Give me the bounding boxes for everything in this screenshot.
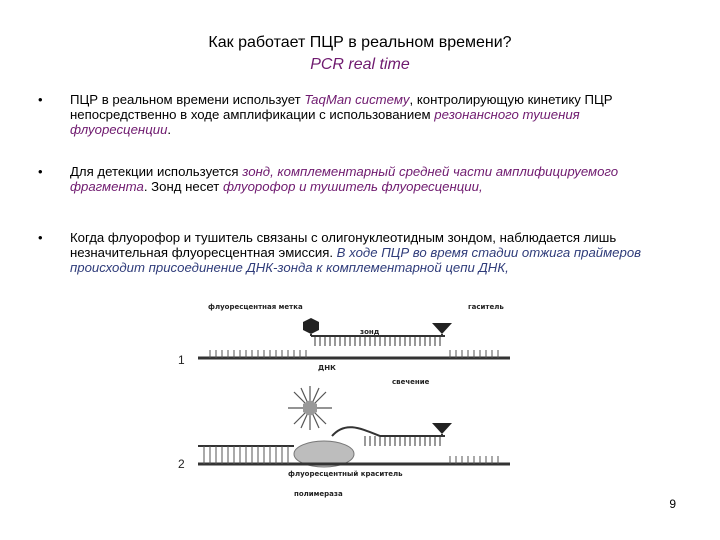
bullet-item-3 xyxy=(38,230,668,275)
bullet-1-seg-5: . xyxy=(167,122,172,137)
bullet-item-2 xyxy=(38,164,668,194)
label-quencher: гаситель xyxy=(468,303,504,311)
stage-number-2: 2 xyxy=(178,457,185,471)
slide-title xyxy=(0,32,720,76)
label-glow: свечение xyxy=(392,378,430,386)
label-fluor-tag: флуоресцентная метка xyxy=(208,303,303,311)
bullet-marker: • xyxy=(38,230,43,245)
title-line-2: PCR real time xyxy=(310,56,410,73)
label-probe: зонд xyxy=(360,328,380,336)
bullet-2-seg-4: флуорофор и тушитель флуоресценции, xyxy=(222,179,483,194)
label-polymerase: полимераза xyxy=(294,490,343,498)
quencher-icon-2 xyxy=(432,423,452,434)
bullet-2-seg-3: . Зонд несет xyxy=(143,179,223,194)
bullet-2-seg-2: зонд, комплементарный средней части амплифицируемого фрагмента xyxy=(70,164,619,194)
probe-line-2 xyxy=(332,427,445,436)
bullet-3-seg-1: Когда флуорофор и тушитель связаны с олигонуклеотидным зондом, наблюдается лишь незначительная флуоресцентная эмиссия. xyxy=(70,230,617,260)
bullet-1-seg-1: ПЦР в реальном времени использует xyxy=(70,92,305,107)
taqman-diagram xyxy=(170,296,530,501)
title-line-1: Как работает ПЦР в реальном времени? xyxy=(208,34,512,51)
bullet-1-seg-2: TaqMan системy xyxy=(304,92,410,107)
page-number: 9 xyxy=(669,497,676,511)
stage-number-1: 1 xyxy=(178,353,185,367)
bullet-item-1 xyxy=(38,92,668,137)
bullet-2-seg-1: Для детекции используется xyxy=(70,164,243,179)
probe-ticks-2 xyxy=(365,436,440,446)
bullet-marker: • xyxy=(38,92,43,107)
bullet-1-seg-4: резонансного тушения флуоресценции xyxy=(70,107,580,137)
fluorophore-icon xyxy=(303,318,319,334)
label-dna: ДНК xyxy=(318,364,336,372)
label-fluor-dye: флуоресцентный краситель xyxy=(288,470,403,478)
probe-ticks-1 xyxy=(315,336,440,346)
bullet-marker: • xyxy=(38,164,43,179)
bullet-3-seg-2: В ходе ПЦР во время стадии отжига праймеров происходит присоединение ДНК-зонда к комплементарной цепи ДНК, xyxy=(70,245,642,275)
quencher-icon xyxy=(432,323,452,334)
bullet-1-seg-3: , контролирующую кинетику ПЦР непосредственно в ходе амплификации с использованием xyxy=(70,92,613,122)
